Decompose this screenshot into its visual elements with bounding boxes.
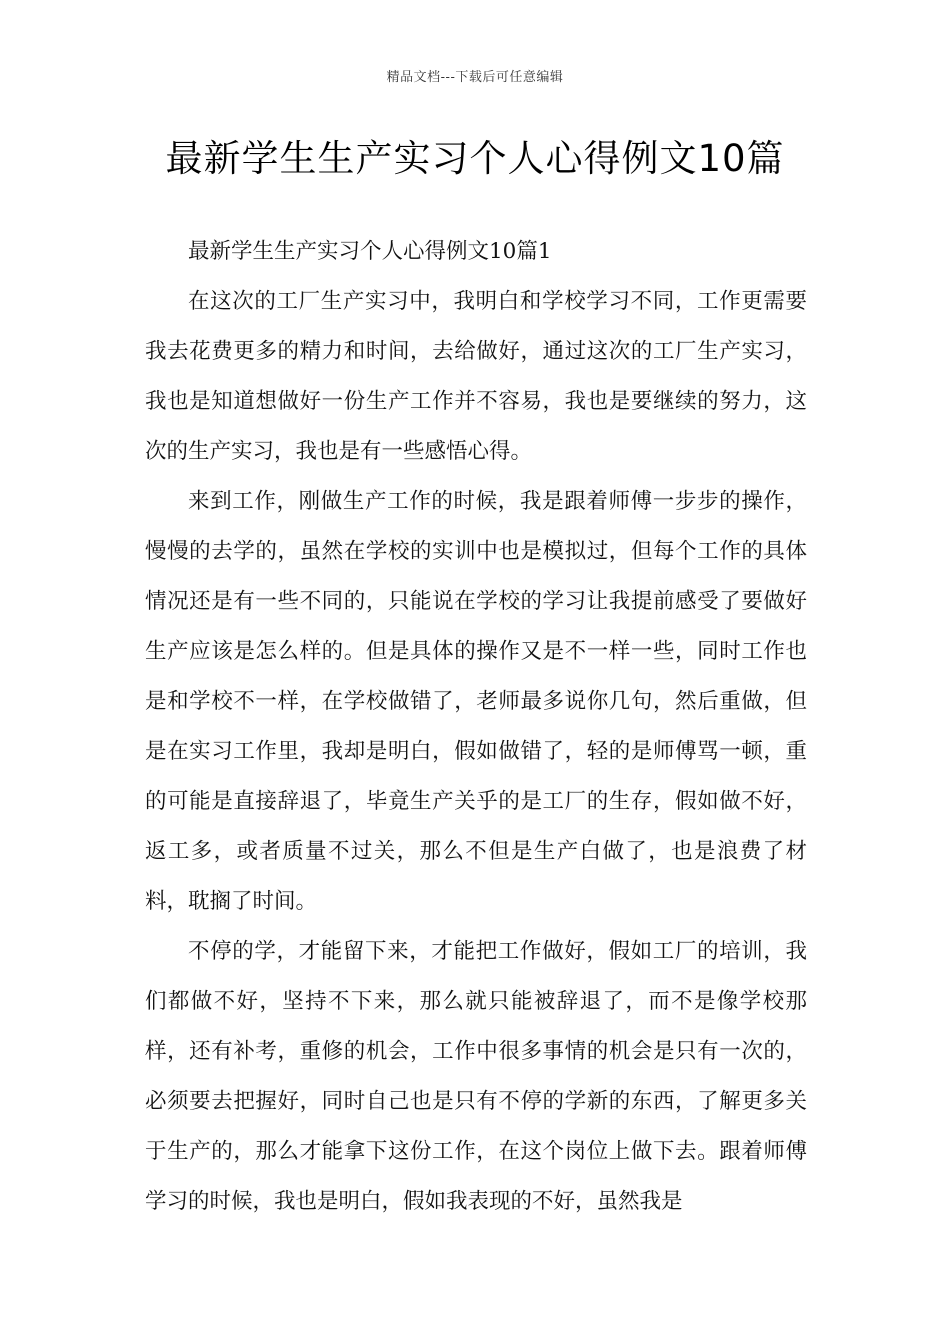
document-body xyxy=(145,227,807,1227)
section-heading: 最新学生生产实习个人心得例文10篇1 xyxy=(188,239,552,264)
paragraph-1: 在这次的工厂生产实习中，我明白和学校学习不同，工作更需要我去花费更多的精力和时间，去给做好，通过这次的工厂生产实习，我也是知道想做好一份生产工作并不容易，我也是要继续的努力，这次的生产实习，我也是有一些感悟心得。 xyxy=(145,289,807,464)
document-title: 最新学生生产实习个人心得例文10篇 xyxy=(165,137,785,180)
paragraph-2: 来到工作，刚做生产工作的时候，我是跟着师傅一步步的操作，慢慢的去学的，虽然在学校的实训中也是模拟过，但每个工作的具体情况还是有一些不同的，只能说在学校的学习让我提前感受了要做好生产应该是怎么样的。但是具体的操作又是不一样一些，同时工作也是和学校不一样，在学校做错了，老师最多说你几句，然后重做，但是在实习工作里，我却是明白，假如做错了，轻的是师傅骂一顿，重的可能是直接辞退了，毕竟生产关乎的是工厂的生存，假如做不好，返工多，或者质量不过关，那么不但是生产白做了，也是浪费了材料，耽搁了时间。 xyxy=(145,489,807,914)
header-note: 精品文档---下载后可任意编辑 xyxy=(386,70,564,85)
paragraph-3: 不停的学，才能留下来，才能把工作做好，假如工厂的培训，我们都做不好，坚持不下来，那么就只能被辞退了，而不是像学校那样，还有补考，重修的机会，工作中很多事情的机会是只有一次的，必须要去把握好，同时自己也是只有不停的学新的东西，了解更多关于生产的，那么才能拿下这份工作，在这个岗位上做下去。跟着师傅学习的时候，我也是明白，假如我表现的不好，虽然我是 xyxy=(145,939,807,1214)
